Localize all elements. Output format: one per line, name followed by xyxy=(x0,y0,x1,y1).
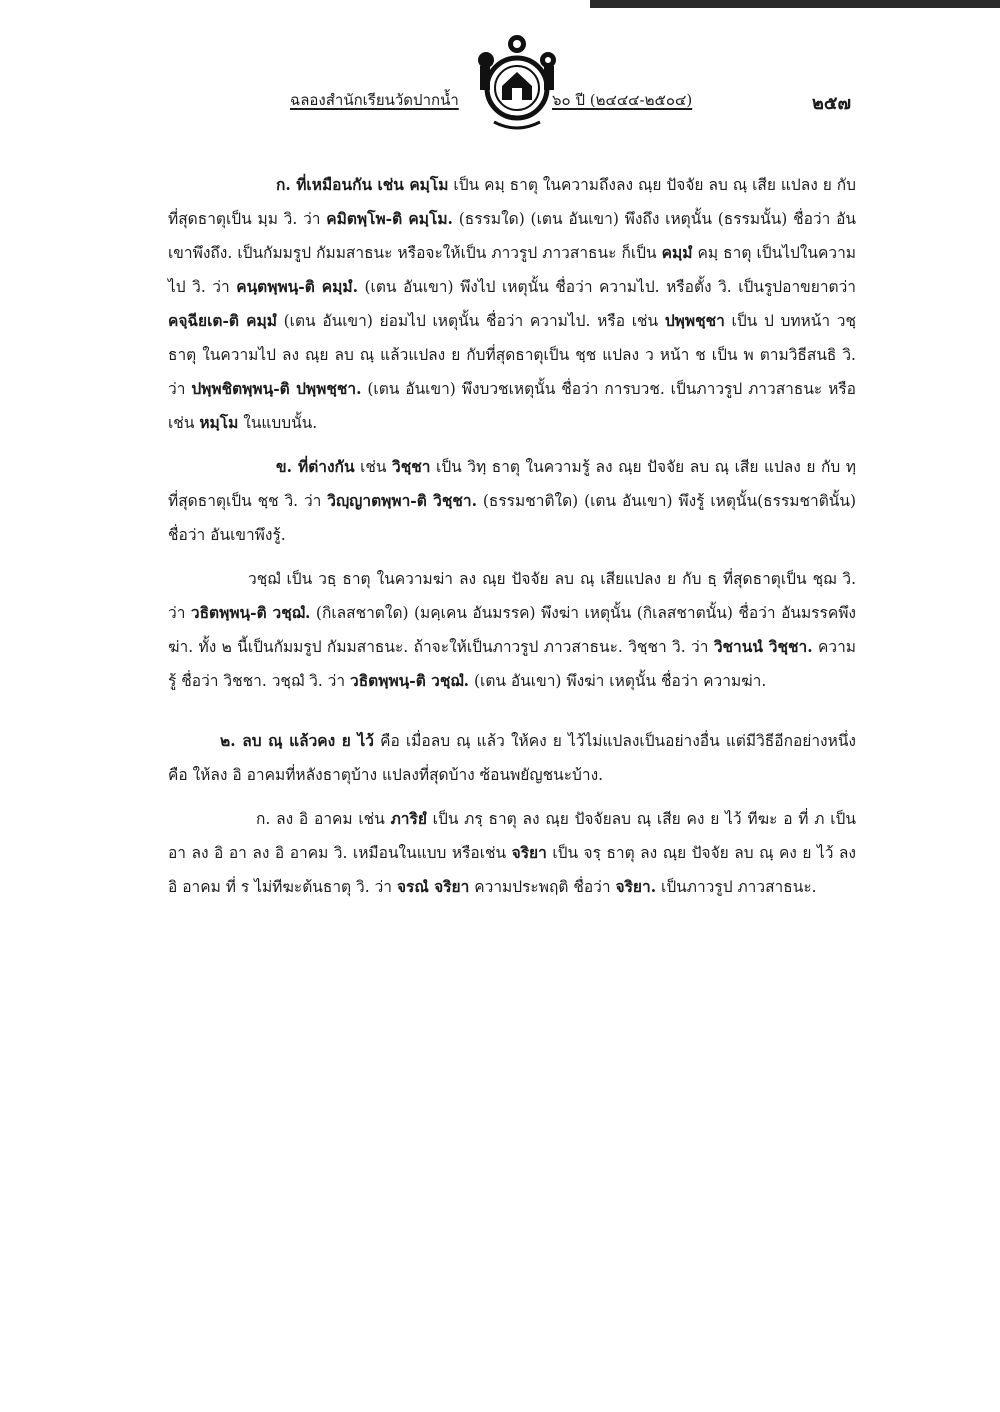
header-left-title: ฉลองสำนักเรียนวัดปากน้ำ xyxy=(290,91,459,109)
text-run: คือ เมื่อลบ ณฺ แล้ว ให้คง ย ไว้ไม่แปลงเป็นอย่างอื่น แต่มีวิธีอีกอย่างหนึ่ง คือ ให้ลง อิ อาคมที่หลังธาตุบ้าง แปลงที่สุดบ้าง ซ้อนพยัญชนะบ้าง. xyxy=(168,732,856,784)
bold-term: คจฺฉียเต-ติ คมฺมํ xyxy=(168,311,277,330)
text-run: เป็นภาวรูป ภาวสาธนะ. xyxy=(656,878,817,896)
bold-term: จริยา. xyxy=(615,877,657,896)
bold-term: คมิตพฺโพ-ติ คมฺโม. xyxy=(326,209,453,228)
bold-term: ข. ที่ต่างกัน xyxy=(276,457,355,476)
document-body xyxy=(168,168,856,904)
bold-term: ปพฺพชฺชา xyxy=(664,311,725,330)
text-run: เป็น จรฺ ธาตุ ลง ณฺย ปัจจัย ลบ ณฺ คง ย ไว้ ลง อิ อาคม ที่ ร ไม่ทีฆะต้นธาตุ วิ. ว่า xyxy=(168,844,856,896)
page-number: ๒๕๗ xyxy=(812,93,852,114)
text-run: (เตน อันเขา) พึงไป เหตุนั้น ชื่อว่า ความไป. หรือตั้ง วิ. เป็นรูปอาขยาตว่า xyxy=(357,278,857,296)
header-right-subtitle: ๖๐ ปี (๒๔๔๔-๒๕๐๔) xyxy=(552,91,693,109)
bold-term: วธิตพฺพนฺ-ติ วชฺฌํ. xyxy=(190,603,311,622)
text-run: วชฺฌํ เป็น วธฺ ธาตุ ในความฆ่า ลง ณฺย ปัจจัย ลบ ณฺ เสียแปลง ย กับ ธฺ ที่สุดธาตุเป็น ชฺฌ วิ. ว่า xyxy=(168,570,856,622)
page-header xyxy=(0,30,1000,140)
bold-term: จรณํ จริยา xyxy=(396,877,470,896)
text-run: (ธรรมใด) (เตน อันเขา) พึงถึง เหตุนั้น (ธรรมนั้น) ชื่อว่า อันเขาพึงถึง. เป็นกัมมรูป กัมมสาธนะ หรือจะให้เป็น ภาวรูป ภาวสาธนะ ก็เป็น xyxy=(168,210,856,262)
text-run: คมฺ ธาตุ เป็นไปในความไป วิ. ว่า xyxy=(168,244,857,296)
bold-term: คนฺตพฺพนฺ-ติ คมฺมํ. xyxy=(236,277,358,296)
bold-term: วิชานนํ วิชฺชา. xyxy=(713,637,813,656)
bold-term: วิญฺญาตพฺพา-ติ วิชฺชา. xyxy=(327,491,477,510)
bold-term: วิชฺชา xyxy=(392,457,431,476)
text-run: (เตน อันเขา) พึงบวชเหตุนั้น ชื่อว่า การบวช. เป็นภาวรูป ภาวสาธนะ หรือเช่น xyxy=(168,380,856,432)
temple-seal-icon xyxy=(472,30,562,140)
text-run: เป็น ป บทหน้า วชฺ ธาตุ ในความไป ลง ณฺย ลบ ณฺ แล้วแปลง ย กับที่สุดธาตุเป็น ชฺช แปลง ว หน้า ช เป็น พ ตามวิธีสนธิ วิ. ว่า xyxy=(168,312,856,398)
bold-term: จริยา xyxy=(511,843,547,862)
text-run: เช่น xyxy=(354,458,393,476)
bold-term: วธิตพฺพนฺ-ติ วชฺฌํ. xyxy=(350,671,470,690)
text-run: (เตน อันเขา) ย่อมไป เหตุนั้น ชื่อว่า ความไป. หรือ เช่น xyxy=(276,312,665,330)
text-run: (ธรรมชาติใด) (เตน อันเขา) พึงรู้ เหตุนั้น(ธรรมชาตินั้น) ชื่อว่า อันเขาพึงรู้. xyxy=(168,492,857,544)
top-scan-bar xyxy=(590,0,1000,8)
text-run: ความประพฤติ ชื่อว่า xyxy=(469,878,616,896)
text-run: (เตน อันเขา) พึงฆ่า เหตุนั้น ชื่อว่า ความฆ่า. xyxy=(469,672,767,690)
text-run: ความรู้ ชื่อว่า วิชชา. วชฺฌํ วิ. ว่า xyxy=(168,638,857,690)
paragraph-ka-i-augment xyxy=(168,802,856,904)
paragraph-kha-different xyxy=(168,450,856,552)
text-run: เป็น วิทฺ ธาตุ ในความรู้ ลง ณฺย ปัจจัย ลบ ณฺ เสีย แปลง ย กับ ทฺ ที่สุดธาตุเป็น ชฺช วิ. ว่า xyxy=(168,458,856,510)
text-run: ก. ลง อิ อาคม เช่น xyxy=(256,810,391,828)
paragraph-vajjham xyxy=(168,562,856,698)
bold-term: คมฺมํ xyxy=(661,243,693,262)
text-run: (กิเลสชาตใด) (มคฺเคน อันมรรค) พึงฆ่า เหตุนั้น (กิเลสชาตนั้น) ชื่อว่า อันมรรคพึงฆ่า. ทั้ง ๒ นี้เป็นกัมมรูป กัมมสาธนะ. ถ้าจะให้เป็นภาวรูป ภาวสาธนะ. วิชฺชา วิ. ว่า xyxy=(168,604,856,656)
text-run: เป็น คมฺ ธาตุ ในความถึงลง ณฺย ปัจจัย ลบ ณฺ เสีย แปลง ย กับที่สุดธาตุเป็น มฺม วิ. ว่า xyxy=(168,176,856,228)
paragraph-ka-similar xyxy=(168,168,856,440)
bold-term: หมฺโม xyxy=(199,413,239,432)
text-run: เป็น ภรฺ ธาตุ ลง ณฺย ปัจจัยลบ ณฺ เสีย คง ย ไว้ ทีฆะ อ ที่ ภ เป็น อา ลง อิ อา ลง อิ อาคม วิ. เหมือนในแบบ หรือเช่น xyxy=(168,810,856,862)
paragraph-section-2 xyxy=(168,724,856,792)
text-run: ในแบบนั้น. xyxy=(238,414,318,432)
bold-term: ภาริยํ xyxy=(390,809,427,828)
bold-term: ก. ที่เหมือนกัน เช่น คมฺโม xyxy=(276,175,449,194)
bold-term: ปพฺพชิตพฺพนฺ-ติ ปพฺพชฺชา. xyxy=(191,379,362,398)
bold-term: ๒. ลบ ณฺ แล้วคง ย ไว้ xyxy=(220,731,374,750)
